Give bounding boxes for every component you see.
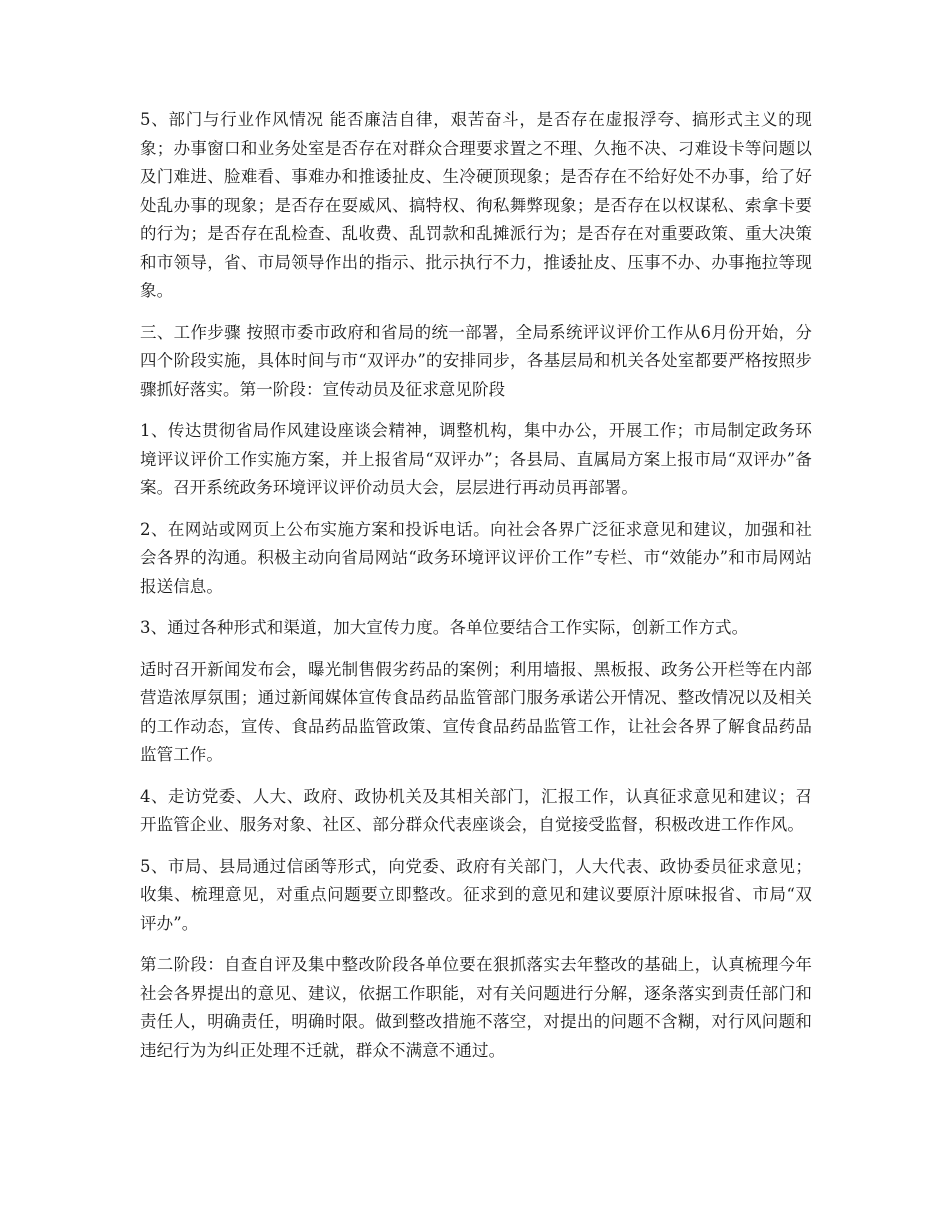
document-body xyxy=(140,106,812,1078)
paragraph-step-1: 1、传达贯彻省局作风建设座谈会精神，调整机构，集中办公，开展工作；市局制定政务环境评议评价工作实施方案，并上报省局“双评办”；各县局、直属局方案上报市局“双评办”备案。召开系统政务环境评议评价动员大会，层层进行再动员再部署。 xyxy=(140,421,812,497)
paragraph-step-4: 4、走访党委、人大、政府、政协机关及其相关部门，汇报工作，认真征求意见和建议；召开监管企业、服务对象、社区、部分群众代表座谈会，自觉接受监督，积极改进工作作风。 xyxy=(140,786,812,834)
paragraph-phase-2: 第二阶段：自查自评及集中整改阶段各单位要在狠抓落实去年整改的基础上，认真梳理今年社会各界提出的意见、建议，依据工作职能，对有关问题进行分解，逐条落实到责任部门和责任人，明确责任，明确时限。做到整改措施不落空，对提出的问题不含糊，对行风问题和违纪行为为纠正处理不迁就，群众不满意不通过。 xyxy=(140,955,812,1060)
paragraph-step-5: 5、市局、县局通过信函等形式，向党委、政府有关部门，人大代表、政协委员征求意见；收集、梳理意见，对重点问题要立即整改。征求到的意见和建议要原汁原味报省、市局“双评办”。 xyxy=(140,856,812,933)
paragraph-dept-conduct: 5、部门与行业作风情况 能否廉洁自律，艰苦奋斗，是否存在虚报浮夸、搞形式主义的现象；办事窗口和业务处室是否存在对群众合理要求置之不理、久拖不决、刁难设卡等问题以及门难进、脸难看、事难办和推诿扯皮、生冷硬顶现象；是否存在不给好处不办事，给了好处乱办事的现象；是否存在耍威风、搞特权、徇私舞弊现象；是否存在以权谋私、索拿卡要的行为；是否存在乱检查、乱收费、乱罚款和乱摊派行为；是否存在对重要政策、重大决策和市领导，省、市局领导作出的指示、批示执行不力，推诿扯皮、压事不办、办事拖拉等现象。 xyxy=(140,110,812,300)
paragraph-publicity: 适时召开新闻发布会，曝光制售假劣药品的案例；利用墙报、黑板报、政务公开栏等在内部营造浓厚氛围；通过新闻媒体宣传食品药品监管部门服务承诺公开情况、整改情况以及相关的工作动态，宣传、食品药品监管政策、宣传食品药品监管工作，让社会各界了解食品药品监管工作。 xyxy=(140,659,812,764)
paragraph-step-3: 3、通过各种形式和渠道，加大宣传力度。各单位要结合工作实际，创新工作方式。 xyxy=(140,618,749,637)
paragraph-work-steps: 三、工作步骤 按照市委市政府和省局的统一部署，全局系统评议评价工作从6月份开始，分四个阶段实施，具体时间与市“双评办”的安排同步，各基层局和机关各处室都要严格按照步骤抓好落实。第一阶段：宣传动员及征求意见阶段 xyxy=(140,322,812,399)
paragraph-step-2: 2、在网站或网页上公布实施方案和投诉电话。向社会各界广泛征求意见和建议，加强和社会各界的沟通。积极主动向省局网站“政务环境评议评价工作”专栏、市“效能办”和市局网站报送信息。 xyxy=(140,519,812,596)
